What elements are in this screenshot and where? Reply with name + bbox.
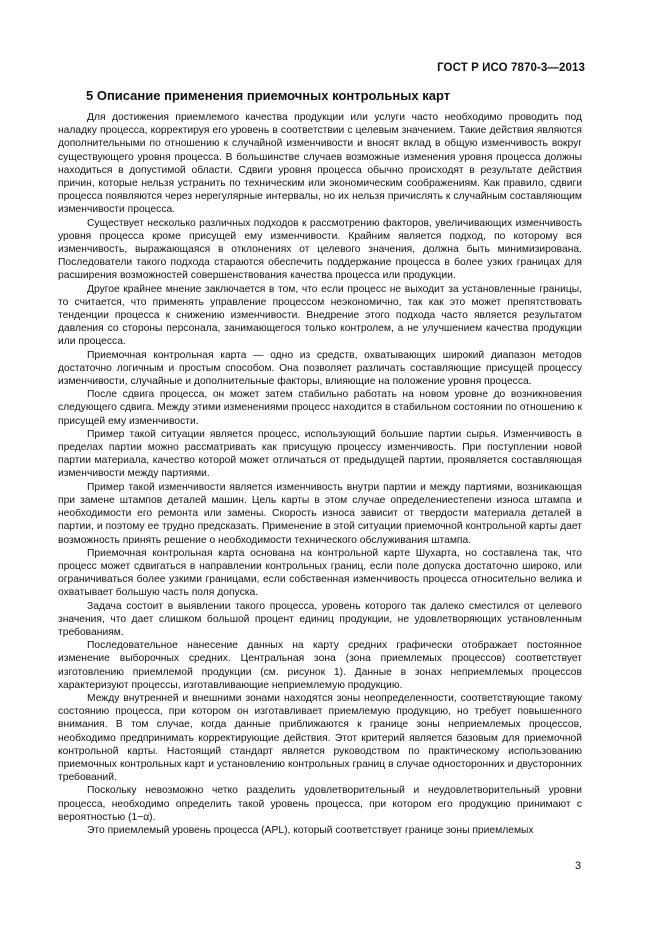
section-body <box>58 111 582 837</box>
paragraph: Задача состоит в выявлении такого процесса, уровень которого так далеко сместился от целевого значения, что дает слишком большой процент единиц продукции, не удовлетворяющих установленным требованиям. <box>58 600 582 638</box>
section-title: 5 Описание применения приемочных контрольных карт <box>86 88 451 103</box>
paragraph: Другое крайнее мнение заключается в том, что если процесс не выходит за установленные границы, то считается, что применять управление процессом неэкономично, так как это может препятствовать тенденции процесса к снижению изменчивости. Внедрение этого подхода часто является результатом давления со стороны персонала, занимающегося только контролем, а не улучшением качества продукции или процесса. <box>58 283 582 348</box>
paragraph: Для достижения приемлемого качества продукции или услуги часто необходимо проводить под наладку процесса, корректируя его уровень в соответствии с целевым значением. Такие действия являются дополнительными по отношению к случайной изменчивости и вносят вклад в общую изменчивость вокруг существующего уровня процесса. В большинстве случаев возможные изменения уровня процесса должны находиться в допустимой области. Сдвиги уровня процесса обычно происходят в результате действия причин, которые нельзя устранить по техническим или экономическим соображениям. Как правило, сдвиги процесса появляются через нерегулярные интервалы, но их нельзя причислять к случайным составляющим изменчивости процесса. <box>58 112 582 216</box>
paragraph: Это приемлемый уровень процесса (APL), который соответствует границе зоны приемлемых <box>87 824 534 836</box>
paragraph: Приемочная контрольная карта основана на контрольной карте Шухарта, но составлена так, что процесс может сдвигаться в направлении контрольных границ, если поле допуска достаточно широко, или ограничиваться более узкими границами, если собственная изменчивость процесса относительно велика и охватывает большую часть поля допуска. <box>58 547 582 599</box>
paragraph: Поскольку невозможно четко разделить удовлетворительный и неудовлетворительный уровни процесса, необходимо определить такой уровень процесса, при котором его продукцию принимают с вероятностью (1−α). <box>58 785 582 823</box>
paragraph: Пример такой ситуации является процесс, использующий большие партии сырья. Изменчивость в пределах партии можно рассматривать как присущую процессу изменчивость. При поступлении новой партии материала, качество которой может отличаться от предыдущей партии, проявляется составляющая изменчивости между партиями. <box>58 428 582 480</box>
paragraph: Последовательное нанесение данных на карту средних графически отображает постоянное изменение выборочных средних. Центральная зона (зона приемлемых процессов) соответствует изготовлению приемлемой продукции (см. рисунок 1). Данные в зонах неприемлемых процессов характеризуют процессы, изготавливающие неприемлемую продукцию. <box>58 640 582 691</box>
paragraph: Приемочная контрольная карта — одно из средств, охватывающих широкий диапазон методов достаточно логичным и простым способом. Она позволяет различать составляющие присущей процессу изменчивости, случайные и дополнительные факторы, влияющие на положение уровня процесса. <box>58 349 582 388</box>
paragraph: После сдвига процесса, он может затем стабильно работать на новом уровне до возникновения следующего сдвига. Между этими изменениями процесс находится в стабильном состоянии по отношению к присущей ему изменчивости. <box>58 389 582 427</box>
document-code-header: ГОСТ Р ИСО 7870-3—2013 <box>437 62 585 74</box>
page-number: 3 <box>575 860 582 872</box>
paragraph: Существует несколько различных подходов к рассмотрению факторов, увеличивающих изменчивость уровня процесса кроме присущей ему изменчивости. Крайним является подход, по которому вся изменчивость, выражающаяся в отклонениях от целевого значения, должна быть минимизирована. Последователи такого подхода стараются обеспечить поддержание процесса в более узких границах для расширения возможностей совершенствования качества процесса или продукции. <box>58 217 582 282</box>
paragraph: Пример такой изменчивости является изменчивость внутри партии и между партиями, возникающая при замене штампов деталей машин. Цель карты в этом случае определениестепени износа штампа и необходимости его ремонта или замены. Скорость износа зависит от твердости материала деталей в партии, и поэтому ее трудно предсказать. Применение в этой ситуации приемочной контрольной карты дает возможность принять решение о необходимости технического обслуживания штампа. <box>58 481 582 546</box>
paragraph: Между внутренней и внешними зонами находятся зоны неопределенности, соответствующие такому состоянию процесса, при котором он изготавливает приемлемую продукцию, но требует повышенного внимания. В том случае, когда данные приближаются к границе зоны неприемлемых процессов, необходимо предпринимать корректирующие действия. Этот критерий является базовым для приемочной контрольной карты. Настоящий стандарт является руководством по практическому использованию приемочных контрольных карт и установлению контрольных границ в случае односторонних и двусторонних требований. <box>58 692 582 784</box>
